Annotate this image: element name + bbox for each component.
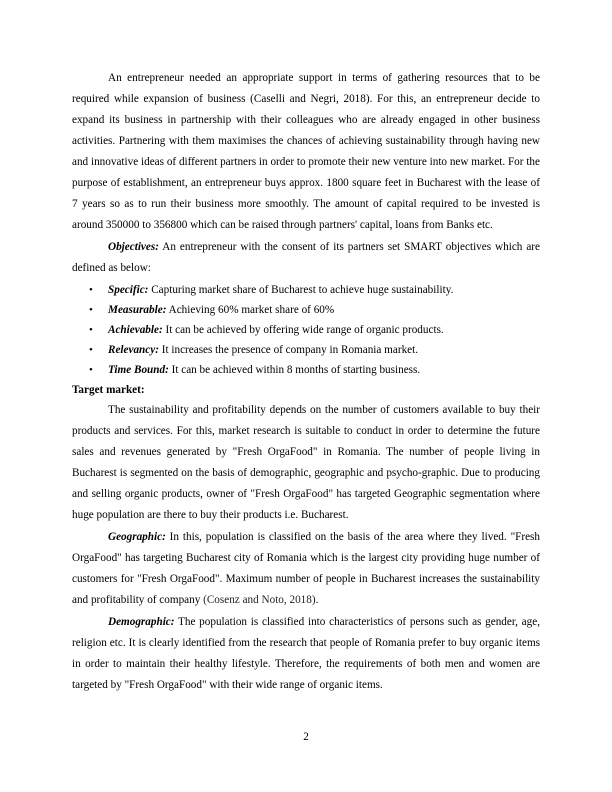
list-item bbox=[72, 300, 540, 320]
bullet-icon: • bbox=[89, 364, 93, 376]
geographic-text: In this, population is classified on the basis of the area where they lived. "Fresh OrgaFood" has targeting Bucharest city of Romania which is the largest city providing huge number of customers for "Fresh OrgaFood". Maximum number of people in Bucharest increases the sustainability and profitability of company bbox=[72, 531, 540, 606]
objectives-text: An entrepreneur with the consent of its partners set SMART objectives which are defined as below: bbox=[72, 241, 540, 274]
bullet-icon: • bbox=[89, 284, 93, 296]
smart-objectives-list bbox=[72, 280, 540, 380]
target-market-paragraph: The sustainability and profitability depends on the number of customers available to buy their products and services. For this, market research is suitable to conduct in order to determine the future sales and revenues generated by "Fresh OrgaFood" in Romania. The number of people living in Bucharest is segmented on the basis of demographic, geographic and psycho-graphic. Due to producing and selling organic products, owner of "Fresh OrgaFood" has targeted Geographic segmentation where huge population are there to buy their products i.e. Bucharest. bbox=[72, 404, 540, 521]
objective-label: Time Bound: bbox=[108, 364, 169, 376]
objective-text: It can be achieved by offering wide range of organic products. bbox=[162, 324, 444, 336]
list-item bbox=[72, 340, 540, 360]
list-item bbox=[72, 280, 540, 300]
geographic-end: . bbox=[315, 594, 319, 606]
objective-text: It can be achieved within 8 months of starting business. bbox=[168, 364, 421, 376]
demographic-text: The population is classified into characteristics of persons such as gender, age, religion etc. It is clearly identified from the research that people of Romania prefer to buy organic items in order to maintain their healthy lifestyle. Therefore, the requirements of both men and women are targeted by "Fresh OrgaFood" with their wide range of organic items. bbox=[72, 616, 540, 691]
objectives-label: Objectives: bbox=[108, 241, 159, 253]
bullet-icon: • bbox=[89, 324, 93, 336]
objective-label: Achievable: bbox=[108, 324, 163, 336]
objective-text: It increases the presence of company in Romania market. bbox=[158, 344, 419, 356]
objective-label: Relevancy: bbox=[108, 344, 159, 356]
demographic-label: Demographic: bbox=[108, 616, 175, 628]
bullet-icon: • bbox=[89, 304, 93, 316]
page-number: 2 bbox=[303, 731, 309, 743]
list-item bbox=[72, 320, 540, 340]
geographic-paragraph bbox=[72, 527, 540, 611]
objectives-paragraph bbox=[72, 237, 540, 279]
geographic-citation: (Cosenz and Noto, 2018) bbox=[203, 594, 316, 606]
bullet-icon: • bbox=[89, 344, 93, 356]
document-page bbox=[72, 68, 540, 697]
list-item bbox=[72, 360, 540, 380]
objective-label: Measurable: bbox=[108, 304, 167, 316]
target-market-heading: Target market: bbox=[72, 384, 145, 396]
objective-label: Specific: bbox=[108, 284, 149, 296]
objective-text: Capturing market share of Bucharest to achieve huge sustainability. bbox=[148, 284, 454, 296]
objective-text: Achieving 60% market share of 60% bbox=[166, 304, 335, 316]
demographic-paragraph bbox=[72, 612, 540, 696]
intro-paragraph: An entrepreneur needed an appropriate support in terms of gathering resources that to be required while expansion of business (Caselli and Negri, 2018). For this, an entrepreneur decide to expand its business in partnership with their colleagues who are already engaged in other business activities. Partnering with them maximises the chances of achieving sustainability through having new and innovative ideas of different partners in order to promote their new venture into new market. For the purpose of establishment, an entrepreneur buys approx. 1800 square feet in Bucharest with the lease of 7 years so as to run their business more smoothly. The amount of capital required to be invested is around 350000 to 356800 which can be raised through partners' capital, loans from Banks etc. bbox=[72, 72, 540, 231]
geographic-label: Geographic: bbox=[108, 531, 166, 543]
